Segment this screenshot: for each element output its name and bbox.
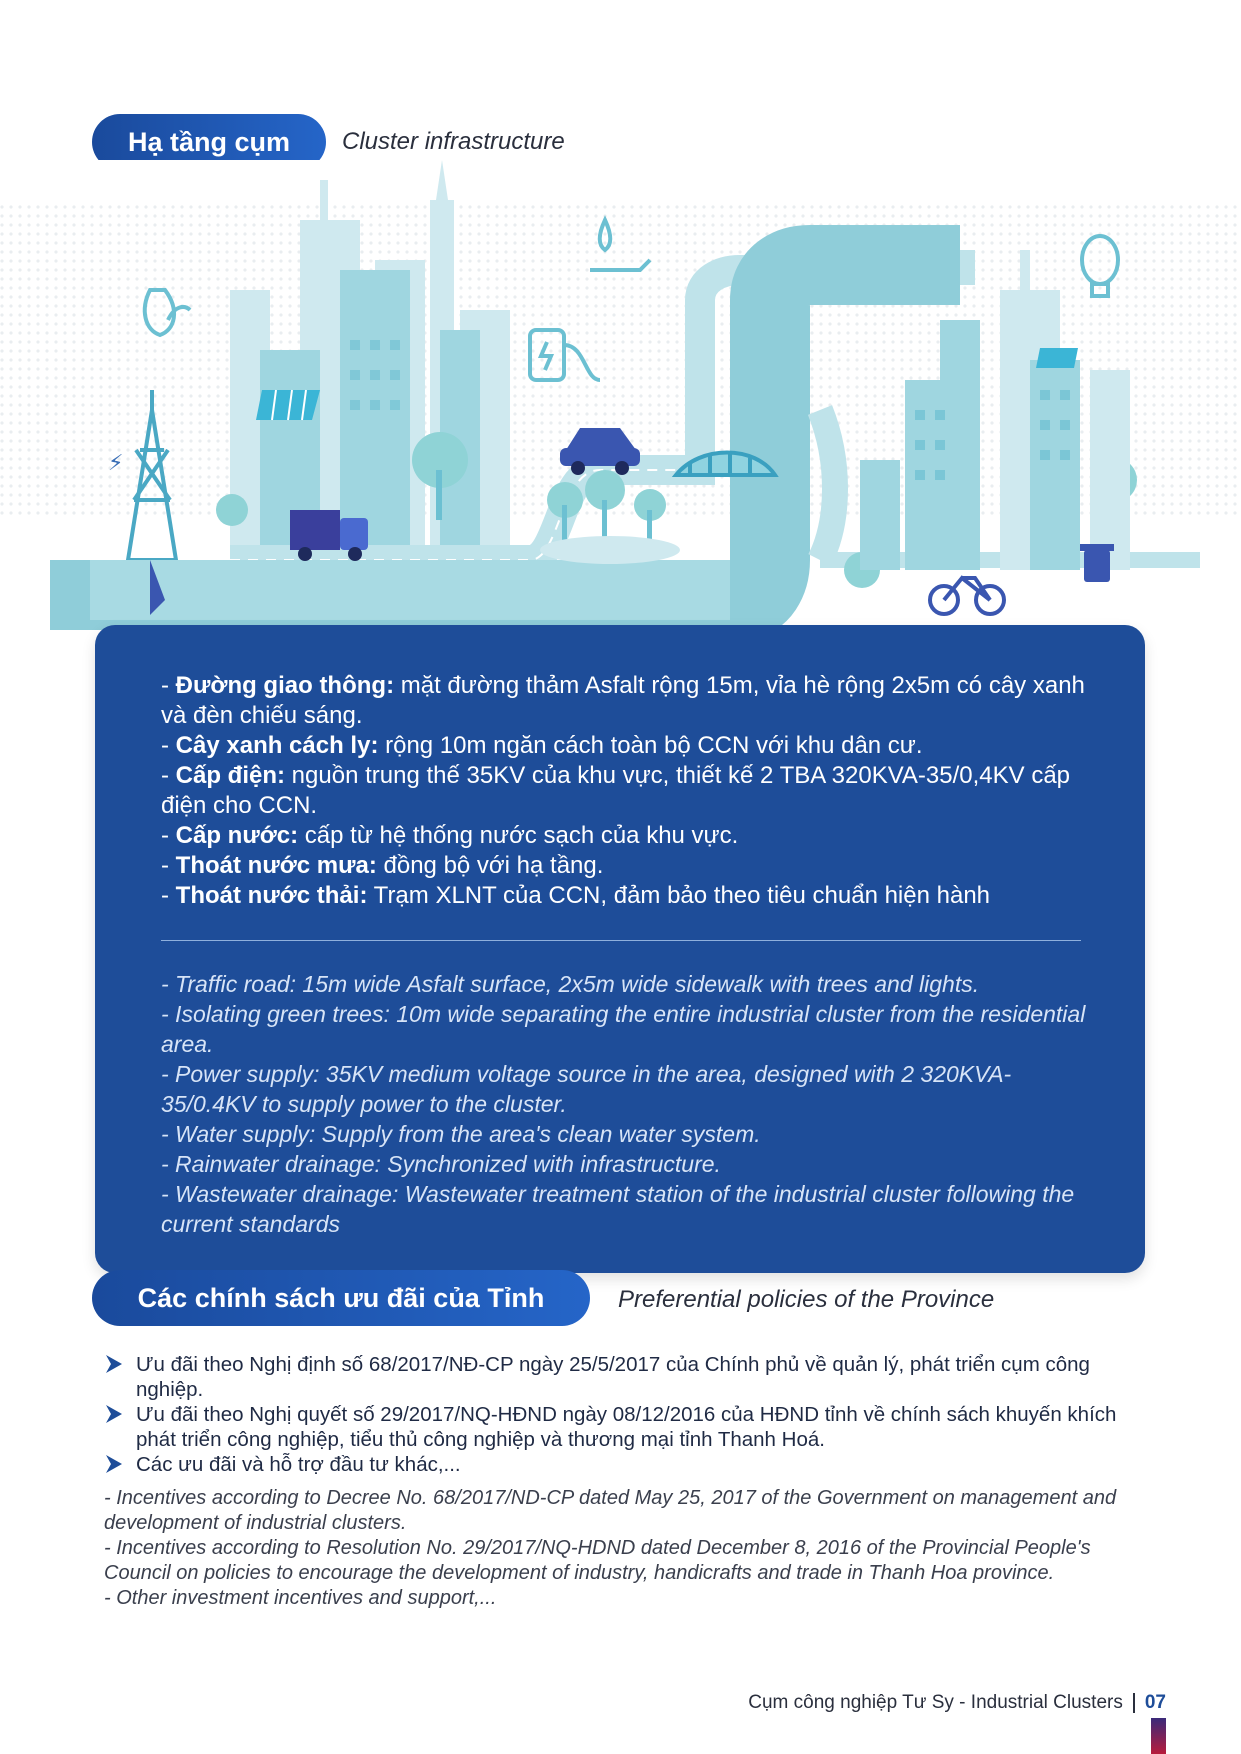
list-item: - Cấp điện: nguồn trung thế 35KV của khu vực, thiết kế 2 TBA 320KVA-35/0,4KV cấp điện cho CCN. [161, 762, 1071, 819]
infrastructure-list-vi [161, 671, 1091, 911]
policies-list-en [104, 1486, 1124, 1611]
policies-list-vi [102, 1352, 1122, 1477]
city-infrastructure-illustration [0, 160, 1241, 630]
list-item: - Thoát nước mưa: đồng bộ với hạ tầng. [161, 852, 604, 879]
recycle-bin-icon [1080, 544, 1114, 582]
list-item: Các ưu đãi và hỗ trợ đầu tư khác,... [102, 1452, 1122, 1477]
list-item: - Đường giao thông: mặt đường thảm Asfalt rộng 15m, vỉa hè rộng 2x5m có cây xanh và đèn chiếu sáng. [161, 672, 1085, 729]
list-item: Ưu đãi theo Nghị định số 68/2017/NĐ-CP ngày 25/5/2017 của Chính phủ về quản lý, phát triển cụm công nghiệp. [102, 1352, 1122, 1402]
list-item: - Thoát nước thải: Trạm XLNT của CCN, đảm bảo theo tiêu chuẩn hiện hành [161, 882, 991, 909]
section-subtitle: Preferential policies of the Province [618, 1286, 995, 1313]
lightning-icon: ⚡ [108, 450, 124, 475]
solar-panel-icon [256, 390, 320, 420]
section-title: Các chính sách ưu đãi của Tỉnh [137, 1282, 545, 1313]
list-item: - Rainwater drainage: Synchronized with infrastructure. [161, 1151, 721, 1177]
list-item: - Incentives according to Decree No. 68/2017/ND-CP dated May 25, 2017 of the Government on management and development of industrial clusters. [104, 1487, 1117, 1534]
footer-accent-bar [1151, 1718, 1166, 1754]
arrow-bullet-icon [104, 1453, 124, 1475]
list-item: - Wastewater drainage: Wastewater treatment station of the industrial cluster following the current standards [161, 1181, 1075, 1237]
divider [161, 940, 1081, 941]
infrastructure-list-en [161, 969, 1091, 1239]
list-item: Ưu đãi theo Nghị quyết số 29/2017/NQ-HĐND ngày 08/12/2016 của HĐND tỉnh về chính sách khuyến khích phát triển công nghiệp, tiểu thủ công nghiệp và thương mại tỉnh Thanh Hoá. [102, 1402, 1122, 1452]
list-item: - Cây xanh cách ly: rộng 10m ngăn cách toàn bộ CCN với khu dân cư. [161, 732, 923, 759]
page-footer [748, 1692, 1166, 1714]
solar-panel-icon [1036, 348, 1078, 368]
arrow-bullet-icon [104, 1353, 124, 1375]
list-item: - Other investment incentives and support,... [104, 1587, 497, 1609]
list-item: - Isolating green trees: 10m wide separating the entire industrial cluster from the residential area. [161, 1001, 1086, 1057]
list-item: - Power supply: 35KV medium voltage source in the area, designed with 2 320KVA-35/0.4KV to supply power to the cluster. [161, 1061, 1012, 1117]
divider [1133, 1693, 1135, 1713]
footer-text: Cụm công nghiệp Tư Sy - Industrial Clusters [748, 1692, 1123, 1713]
page-number: 07 [1144, 1692, 1166, 1713]
arrow-bullet-icon [104, 1403, 124, 1425]
bicycle-icon [930, 578, 1004, 614]
list-item: - Cấp nước: cấp từ hệ thống nước sạch của khu vực. [161, 822, 739, 849]
section-title-pill [92, 1270, 590, 1326]
list-item: - Water supply: Supply from the area's clean water system. [161, 1121, 761, 1147]
section-title: Hạ tầng cụm [127, 126, 291, 157]
infrastructure-card [95, 625, 1145, 1273]
list-item: - Incentives according to Resolution No. 29/2017/NQ-HDND dated December 8, 2016 of the Provincial People's Council on policies to encourage the development of industry, handicrafts and trade in Thanh Hoa province. [104, 1537, 1091, 1584]
list-item: - Traffic road: 15m wide Asfalt surface, 2x5m wide sidewalk with trees and lights. [161, 971, 980, 997]
section-subtitle: Cluster infrastructure [342, 128, 565, 155]
